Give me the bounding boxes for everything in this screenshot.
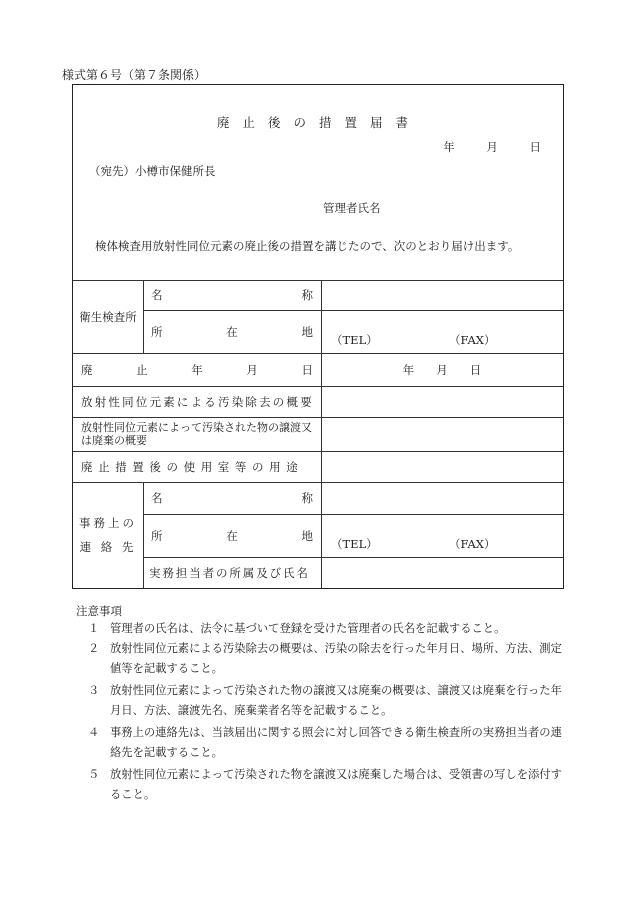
fax-label: （FAX） xyxy=(449,333,496,347)
abolition-date-field[interactable]: 年 月 日 xyxy=(402,362,482,377)
tel-label: （TEL） xyxy=(331,333,378,347)
notes-title: 注意事項 xyxy=(76,604,122,618)
contact-location-label: 所 在 地 xyxy=(151,528,313,543)
station-location-label: 所 在 地 xyxy=(151,324,313,339)
station-name-field[interactable] xyxy=(321,280,563,310)
contact-tel-label: （TEL） xyxy=(331,537,378,551)
contact-name-field[interactable] xyxy=(321,482,563,514)
room-usage-field[interactable] xyxy=(321,451,563,482)
note-item: ２ 放射性同位元素による汚染除去の概要は、汚染の除去を行った年月日、場所、方法、測定値等を記載すること。 xyxy=(88,642,562,675)
statement: 検体検査用放射性同位元素の廃止後の措置を講じたので、次のとおり届け出ます。 xyxy=(95,239,520,253)
contact-label: 事務上の 連 絡 先 xyxy=(79,516,137,554)
note-item: ３ 放射性同位元素によって汚染された物の譲渡又は廃棄の概要は、譲渡又は廃棄を行った年月日、方法、譲渡先名、廃棄業者名等を記載すること。 xyxy=(88,684,562,717)
date-year: 年 xyxy=(443,140,455,154)
submission-date xyxy=(415,139,541,155)
contact-name-label: 名 称 xyxy=(151,491,313,505)
station-location-field[interactable] xyxy=(321,310,563,353)
form-code: 様式第６号（第７条関係） xyxy=(62,68,207,82)
officer-label: 実務担当者の所属及び氏名 xyxy=(149,565,310,580)
contact-location-field[interactable] xyxy=(321,514,563,557)
contact-fax-label: （FAX） xyxy=(449,537,496,551)
inspection-station-label: 衛生検査所 xyxy=(79,309,137,324)
decontamination-label: 放射性同位元素による汚染除去の概要 xyxy=(81,394,314,409)
abolition-date-label: 廃 止 年 月 日 xyxy=(81,362,313,377)
transfer-disposal-label: 放射性同位元素によって汚染された物の譲渡又は廃棄の概要 xyxy=(81,421,312,447)
station-name-label: 名 称 xyxy=(151,288,313,302)
note-item: ５ 放射性同位元素によって汚染された物を譲渡又は廃棄した場合は、受領書の写しを添付すること。 xyxy=(88,768,562,801)
note-item: ４ 事務上の連絡先は、当該届出に関する照会に対し回答できる衛生検査所の実務担当者の連絡先を記載すること。 xyxy=(88,726,562,759)
form-table xyxy=(72,84,564,589)
note-item: １ 管理者の氏名は、法令に基づいて登録を受けた管理者の氏名を記載すること。 xyxy=(88,622,506,635)
officer-field[interactable] xyxy=(321,557,563,588)
recipient: （宛先）小樽市保健所長 xyxy=(89,164,216,178)
form-title: 廃止後の措置届書 xyxy=(216,115,421,130)
transfer-disposal-field[interactable] xyxy=(321,417,563,451)
room-usage-label: 廃止措置後の使用室等の用途 xyxy=(81,459,304,474)
date-month: 月 xyxy=(486,140,498,154)
decontamination-field[interactable] xyxy=(321,386,563,417)
manager-name-label: 管理者氏名 xyxy=(323,201,381,215)
date-day: 日 xyxy=(529,140,541,154)
